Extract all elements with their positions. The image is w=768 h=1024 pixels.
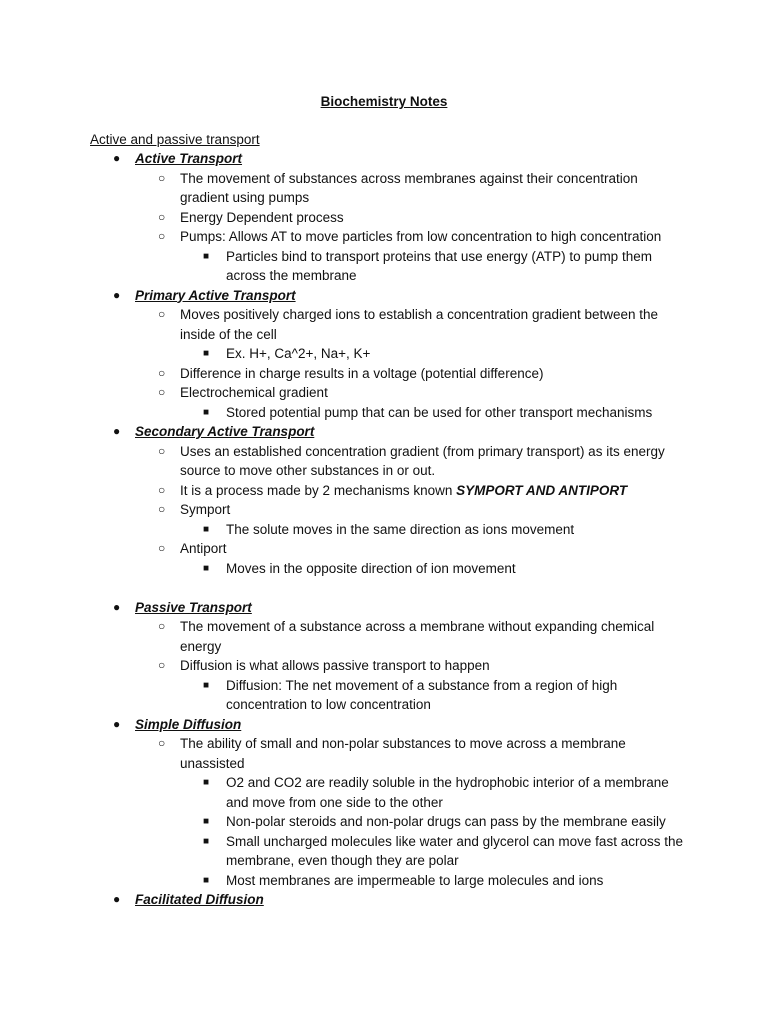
topic-passive-transport (0, 598, 768, 618)
item-text-prefix: It is a process made by 2 mechanisms known (180, 482, 457, 498)
bullet-level1: ● (113, 716, 121, 731)
topic-active-transport (0, 149, 768, 169)
topic-heading: Active Transport (135, 151, 243, 166)
list-item (0, 344, 768, 364)
bullet-level2: ○ (158, 385, 166, 399)
bullet-level1: ● (113, 599, 121, 614)
topic-primary-active-transport (0, 286, 768, 306)
bullet-level1: ● (113, 424, 121, 438)
bullet-level3: ■ (203, 835, 210, 847)
list-item (0, 500, 768, 520)
item-text: Diffusion is what allows passive transport to happen (180, 658, 490, 673)
bullet-level3: ■ (203, 348, 210, 359)
bullet-level3: ■ (203, 679, 210, 691)
item-text: Electrochemical gradient (180, 385, 328, 400)
list-item (0, 247, 768, 286)
list-item (0, 403, 768, 423)
list-item (0, 481, 768, 501)
section-heading: Active and passive transport (90, 132, 260, 147)
list-item (0, 676, 768, 715)
list-item (0, 208, 768, 228)
item-text: The solute moves in the same direction as ions movement (226, 521, 575, 537)
bullet-level3: ■ (203, 777, 210, 788)
topic-heading: Simple Diffusion (135, 716, 242, 732)
list-item (0, 539, 768, 559)
item-text: O2 and CO2 are readily soluble in the hydrophobic interior of a membrane and move from one side to the other (226, 775, 669, 810)
bullet-level3: ■ (203, 250, 210, 262)
bullet-level2: ○ (158, 619, 166, 633)
bullet-level2: ○ (158, 443, 166, 458)
list-item (0, 364, 768, 384)
bullet-level3: ■ (203, 816, 210, 827)
bullet-level2: ○ (158, 209, 166, 224)
item-text: The ability of small and non-polar substances to move across a membrane unassisted (180, 736, 626, 771)
item-text: Symport (180, 502, 231, 517)
bullet-level2: ○ (158, 307, 166, 321)
item-text: Pumps: Allows AT to move particles from low concentration to high concentration (180, 229, 662, 244)
topic-heading: Primary Active Transport (135, 287, 296, 303)
item-text: Particles bind to transport proteins that use energy (ATP) to pump them across the membrane (226, 248, 652, 283)
bullet-level1: ● (113, 287, 121, 302)
item-text: Diffusion: The net movement of a substance from a region of high concentration to low concentration (226, 677, 618, 712)
bullet-level2: ○ (158, 229, 166, 243)
item-text: The movement of a substance across a membrane without expanding chemical energy (180, 619, 655, 654)
bullet-level2: ○ (158, 365, 166, 380)
list-item (0, 734, 768, 773)
item-text: Moves positively charged ions to establish a concentration gradient between the inside of the cell (180, 307, 659, 342)
item-text: Uses an established concentration gradient (from primary transport) as its energy source to move other substances in or out. (180, 443, 665, 478)
bullet-level2: ○ (158, 482, 166, 497)
bullet-level3: ■ (203, 523, 210, 535)
topic-facilitated-diffusion (0, 890, 768, 910)
item-text (180, 481, 680, 501)
bullet-level1: ● (113, 151, 121, 165)
topic-heading: Facilitated Diffusion (135, 892, 264, 907)
document-title: Biochemistry Notes (320, 94, 448, 109)
item-text: Most membranes are impermeable to large molecules and ions (226, 872, 604, 888)
topic-secondary-active-transport (0, 422, 768, 442)
list-item (0, 812, 768, 832)
list-item (0, 559, 768, 579)
list-item (0, 383, 768, 403)
bullet-level2: ○ (158, 658, 166, 672)
bullet-level2: ○ (158, 170, 166, 185)
topic-simple-diffusion (0, 715, 768, 735)
bullet-level2: ○ (158, 541, 166, 555)
notes-list (0, 149, 768, 910)
list-item (0, 442, 768, 481)
bullet-level2: ○ (158, 502, 166, 516)
item-text: Non-polar steroids and non-polar drugs can pass by the membrane easily (226, 814, 666, 829)
item-text: Small uncharged molecules like water and glycerol can move fast across the membrane, even though they are polar (226, 833, 683, 868)
item-text: Difference in charge results in a voltage (potential difference) (180, 365, 544, 381)
topic-heading: Secondary Active Transport (135, 424, 315, 439)
blank-line (0, 578, 768, 598)
list-item (0, 520, 768, 540)
bullet-level3: ■ (203, 562, 210, 574)
list-item (0, 169, 768, 208)
list-item (0, 832, 768, 871)
bullet-level2: ○ (158, 736, 166, 750)
item-text: Stored potential pump that can be used for other transport mechanisms (226, 404, 653, 420)
bullet-level3: ■ (203, 406, 210, 418)
topic-heading: Passive Transport (135, 599, 252, 615)
item-text: The movement of substances across membranes against their concentration gradient using pumps (180, 170, 638, 205)
list-item (0, 305, 768, 344)
item-text: Ex. H+, Ca^2+, Na+, K+ (226, 346, 371, 361)
bullet-level3: ■ (203, 874, 210, 886)
emphasis-text: SYMPORT AND ANTIPORT (456, 482, 628, 498)
list-item (0, 871, 768, 891)
item-text: Antiport (180, 541, 227, 556)
list-item (0, 227, 768, 247)
list-item (0, 617, 768, 656)
item-text: Moves in the opposite direction of ion movement (226, 560, 516, 576)
list-item (0, 773, 768, 812)
list-item (0, 656, 768, 676)
bullet-level1: ● (113, 892, 121, 906)
item-text: Energy Dependent process (180, 209, 344, 225)
